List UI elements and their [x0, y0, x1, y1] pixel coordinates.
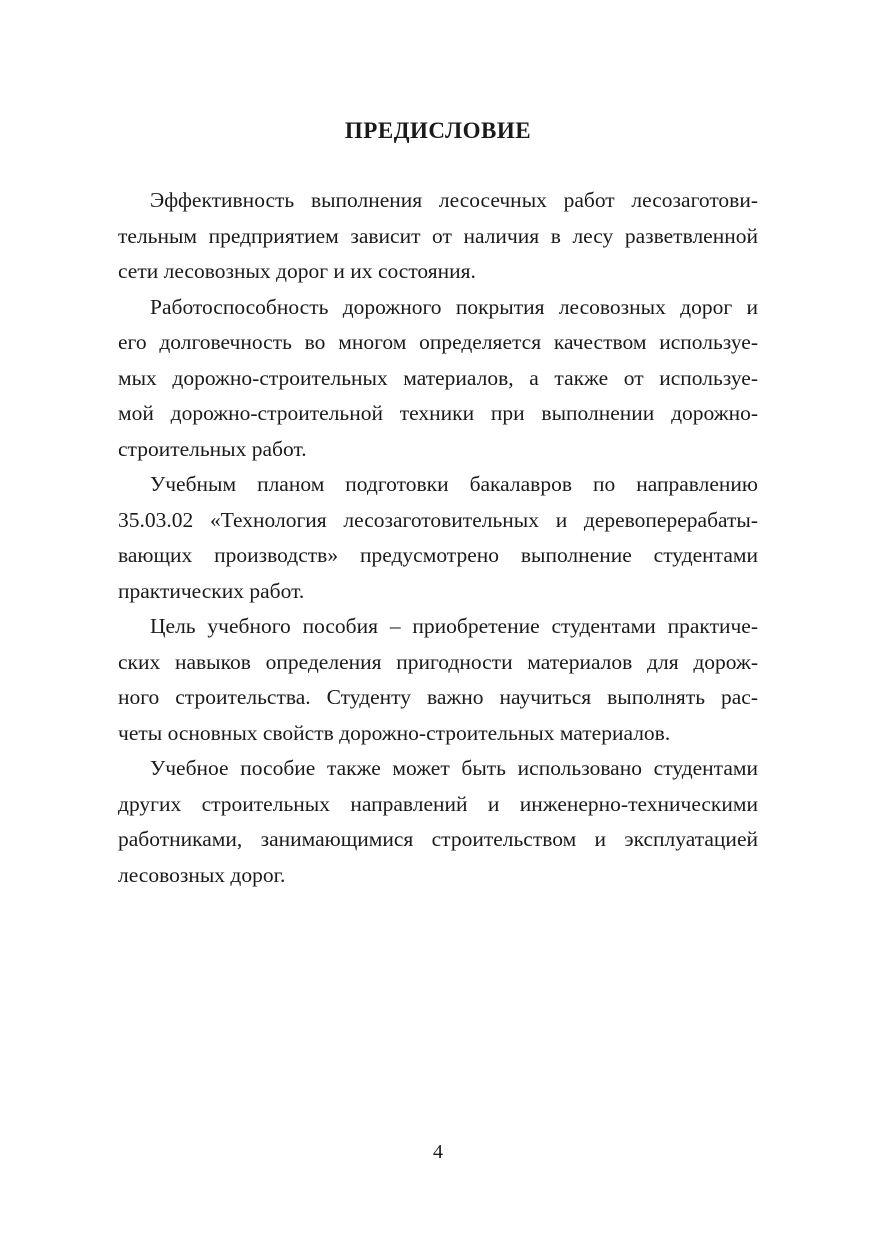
text-line: четы основных свойств дорожно-строительных материалов.	[118, 720, 671, 745]
text-line: работниками, занимающимися строительством и эксплуатацией	[118, 827, 758, 851]
paragraph-1	[118, 183, 758, 290]
page-title: ПРЕДИСЛОВИЕ	[344, 118, 532, 143]
text-line: Учебным планом подготовки бакалавров по направлению	[150, 472, 758, 496]
text-line: Работоспособность дорожного покрытия лесовозных дорог и	[150, 294, 758, 319]
text-line: других строительных направлений и инженерно-техническими	[118, 791, 758, 816]
text-line: Эффективность выполнения лесосечных работ лесозаготови-	[150, 188, 758, 212]
text-line: Учебное пособие также может быть использовано студентами	[150, 756, 758, 780]
text-line: 35.03.02 «Технология лесозаготовительных и деревоперерабаты-	[118, 507, 758, 532]
text-line: мых дорожно-строительных материалов, а также от используе-	[118, 365, 758, 390]
text-line: ного строительства. Студенту важно научиться выполнять рас-	[118, 685, 758, 709]
paragraph-4	[118, 609, 758, 751]
text-line: лесовозных дорог.	[118, 862, 286, 887]
text-line: сети лесовозных дорог и их состояния.	[118, 259, 476, 283]
paragraph-5	[118, 751, 758, 893]
text-line: практических работ.	[118, 578, 305, 603]
text-line: Цель учебного пособия – приобретение студентами практиче-	[150, 614, 758, 638]
text-line: мой дорожно-строительной техники при выполнении дорожно-	[118, 401, 758, 425]
text-line: тельным предприятием зависит от наличия в лесу разветвленной	[118, 223, 758, 248]
text-line: вающих производств» предусмотрено выполнение студентами	[118, 543, 758, 567]
text-line: ских навыков определения пригодности материалов для дорож-	[118, 649, 758, 674]
text-line: его долговечность во многом определяется качеством используе-	[118, 330, 758, 354]
paragraph-2	[118, 290, 758, 468]
page-number: 4	[433, 1141, 443, 1163]
paragraph-3	[118, 467, 758, 609]
body-text	[118, 183, 758, 893]
text-line: строительных работ.	[118, 436, 307, 461]
